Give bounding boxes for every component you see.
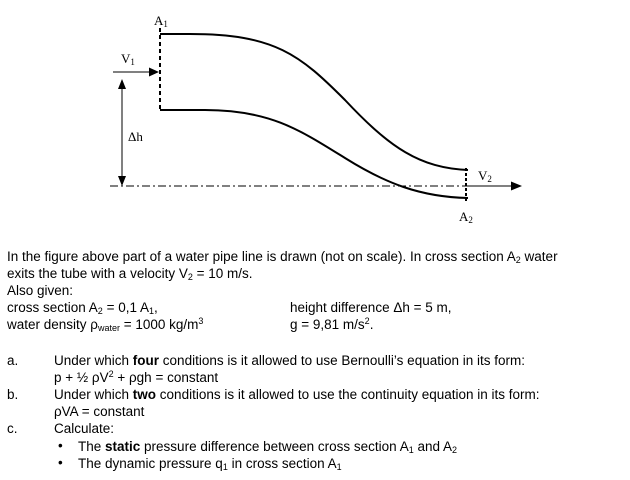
bullet-1-pre: The — [78, 439, 106, 454]
label-v1-sub: 1 — [130, 57, 135, 67]
bernoulli-equation — [54, 369, 218, 386]
question-a-pre: Under which — [54, 353, 133, 368]
bullet-1-sub1: 1 — [408, 445, 414, 455]
given-density — [7, 316, 203, 333]
given-density-pre: water density ρ — [7, 317, 98, 332]
question-a-post: conditions is it allowed to use Bernoulli’s equation in its form: — [159, 353, 525, 368]
question-b-bold: two — [132, 387, 157, 402]
question-b-marker: b. — [7, 387, 19, 402]
bullet-1-text — [78, 438, 457, 455]
bullet-1-symbol: • — [58, 438, 63, 453]
bullet-2-pre: The dynamic pressure q — [78, 456, 223, 471]
bullet-2-mid: in cross section A — [227, 456, 337, 471]
label-a1-sub: 1 — [163, 19, 168, 29]
question-a-marker: a. — [7, 353, 19, 368]
question-b-post: conditions is it allowed to use the continuity equation in its form: — [156, 387, 540, 402]
label-v2-sub: 2 — [487, 174, 492, 184]
intro-line-1 — [7, 248, 617, 265]
question-b-pre: Under which — [54, 387, 133, 402]
bullet-1-and: and A — [413, 439, 453, 454]
given-cross-section — [7, 299, 158, 316]
intro-line-1-sub: 2 — [515, 255, 521, 265]
pipe-lower-wall — [160, 110, 468, 198]
intro-line-2-pre: exits the tube with a velocity V — [7, 266, 188, 281]
intro-line-2 — [7, 265, 617, 282]
bullet-2-symbol: • — [58, 455, 63, 470]
intro-line-1-post: water — [520, 249, 558, 264]
bullet-1-bold: static — [105, 439, 141, 454]
question-a-bold: four — [132, 353, 160, 368]
label-a1 — [154, 12, 168, 29]
bernoulli-equation-sup: 2 — [108, 369, 114, 379]
label-a2-text: A — [459, 209, 469, 224]
bernoulli-equation-pre: p + ½ ρV — [54, 370, 109, 385]
dh-arrow-head-bottom — [118, 176, 126, 186]
given-height: height difference Δh = 5 m, — [290, 300, 452, 315]
label-a1-text: A — [154, 13, 164, 28]
given-cross-section-sub2: 1 — [148, 306, 154, 316]
bernoulli-equation-post: + ρgh = constant — [113, 370, 219, 385]
question-a-text — [54, 352, 525, 369]
intro-line-2-sub: 2 — [187, 272, 193, 282]
label-v1 — [121, 50, 135, 67]
label-v2-text: V — [478, 168, 488, 183]
given-density-post: = 1000 kg/m — [119, 317, 199, 332]
intro-line-2-post: = 10 m/s. — [192, 266, 253, 281]
question-c-marker: c. — [7, 421, 18, 436]
given-density-sub: water — [97, 323, 120, 333]
label-a2-sub: 2 — [468, 215, 473, 225]
intro-line-1-pre: In the figure above part of a water pipe line is drawn (not on scale). In cross section A — [7, 249, 516, 264]
label-dh: Δh — [128, 129, 143, 144]
v2-arrow-head — [511, 182, 522, 191]
given-gravity-sup: 2 — [364, 316, 370, 326]
bullet-2-sub: 1 — [222, 462, 228, 472]
bullet-1-mid: pressure difference between cross section A — [140, 439, 409, 454]
given-gravity-post: . — [369, 317, 374, 332]
v1-arrow-head — [149, 68, 159, 77]
label-a2 — [459, 208, 473, 225]
given-density-sup: 3 — [198, 316, 204, 326]
given-cross-section-sub1: 2 — [97, 306, 103, 316]
label-v1-text: V — [121, 51, 131, 66]
bullet-2-text — [78, 455, 342, 472]
given-cross-section-pre: cross section A — [7, 300, 98, 315]
question-b-text — [54, 386, 540, 403]
label-v2 — [478, 167, 492, 184]
bullet-2-sub2: 1 — [336, 462, 342, 472]
continuity-equation: ρVA = constant — [54, 404, 145, 419]
bullet-1-sub2: 2 — [452, 445, 458, 455]
pipe-upper-wall — [160, 34, 468, 170]
given-gravity-pre: g = 9,81 m/s — [290, 317, 365, 332]
given-gravity — [290, 316, 373, 333]
given-cross-section-mid: = 0,1 A — [102, 300, 149, 315]
question-c-text: Calculate: — [54, 421, 115, 436]
given-cross-section-post: , — [154, 300, 158, 315]
also-given: Also given: — [7, 283, 74, 298]
dh-arrow-head-top — [118, 79, 126, 89]
